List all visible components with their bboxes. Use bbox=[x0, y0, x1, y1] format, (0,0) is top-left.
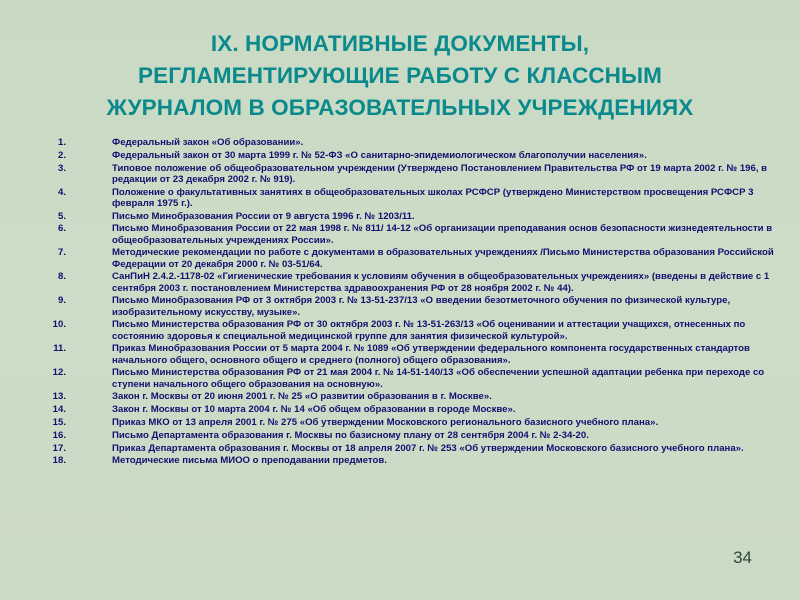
item-text: Приказ МКО от 13 апреля 2001 г. № 275 «Об утверждении Московского регионального базисного учебного плана». bbox=[112, 416, 659, 428]
item-text: Типовое положение об общеобразовательном учреждении (Утверждено Постановлением Правительства РФ от 19 марта 2002 г. № 196, в редакции от 23 декабря 2002 г. № 919). bbox=[112, 162, 768, 185]
item-text: Письмо Министерства образования РФ от 21 мая 2004 г. № 14-51-140/13 «Об обеспечении успешной адаптации ребенка при переходе со ступени начального общего образования на основную». bbox=[112, 367, 765, 390]
item-text: Закон г. Москвы от 20 июня 2001 г. № 25 «О развитии образования в г. Москве». bbox=[112, 391, 492, 403]
list-item bbox=[40, 367, 778, 389]
item-text: Письмо Министерства образования РФ от 30 октября 2003 г. № 13-51-263/13 «Об оценивании и аттестации учащихся, отнесенных по состоянию здоровья к специальной медицинской группе для занятия физической культурой». bbox=[112, 319, 746, 342]
item-number: 6. bbox=[57, 223, 66, 235]
list-item bbox=[40, 404, 778, 415]
list-item bbox=[40, 187, 778, 209]
item-number: 17. bbox=[52, 442, 66, 454]
item-number: 14. bbox=[52, 404, 66, 416]
item-number: 5. bbox=[57, 210, 66, 222]
list-item bbox=[40, 163, 778, 185]
title-line-3: ЖУРНАЛОМ В ОБРАЗОВАТЕЛЬНЫХ УЧРЕЖДЕНИЯХ bbox=[106, 95, 694, 120]
list-item bbox=[40, 271, 778, 293]
list-item bbox=[40, 443, 778, 454]
item-number: 11. bbox=[53, 343, 66, 355]
item-text: Методические письма МИОО о преподавании предметов. bbox=[112, 455, 387, 467]
item-text: Федеральный закон от 30 марта 1999 г. № 52-ФЗ «О санитарно-эпидемиологическом благополучии населения». bbox=[112, 149, 647, 161]
item-text: Методические рекомендации по работе с документами в образовательных учреждениях /Письмо Министерства образования Российской Федерации от 20 декабря 2000 г. № 03-51/64. bbox=[112, 247, 774, 270]
item-number: 1. bbox=[57, 137, 66, 148]
item-number: 3. bbox=[57, 162, 66, 174]
item-text: СанПиН 2.4.2.-1178-02 «Гигиенические требования к условиям обучения в общеобразовательных учреждениях» (введены в действие с 1 сентября 2003 г. постановлением Министерства здравоохранения РФ от 28 ноября 2002 г. № 44). bbox=[112, 271, 770, 294]
item-text: Письмо Минобразования России от 22 мая 1998 г. № 811/ 14-12 «Об организации преподавания основ безопасности жизнедеятельности в общеобразовательных учреждениях России». bbox=[112, 223, 773, 246]
item-number: 8. bbox=[57, 271, 66, 283]
list-item bbox=[40, 137, 778, 148]
item-text: Приказ Департамента образования г. Москвы от 18 апреля 2007 г. № 253 «Об утверждении Московского базисного учебного плана». bbox=[112, 442, 744, 454]
list-item bbox=[40, 391, 778, 402]
list-item bbox=[40, 417, 778, 428]
title-line-1: IX. НОРМАТИВНЫЕ ДОКУМЕНТЫ, bbox=[210, 31, 590, 56]
slide-title bbox=[20, 28, 780, 124]
list-item bbox=[40, 455, 778, 466]
item-text: Приказ Минобразования России от 5 марта 2004 г. № 1089 «Об утверждении федерального компонента государственных стандартов начального общего, основного общего и среднего (полного) общего образования». bbox=[112, 343, 750, 366]
item-number: 2. bbox=[57, 149, 66, 161]
item-number: 4. bbox=[57, 186, 66, 198]
item-number: 16. bbox=[52, 429, 66, 441]
item-text: Закон г. Москвы от 10 марта 2004 г. № 14 «Об общем образовании в городе Москве». bbox=[112, 404, 516, 416]
item-number: 13. bbox=[52, 391, 66, 403]
list-item bbox=[40, 223, 778, 245]
title-line-2: РЕГЛАМЕНТИРУЮЩИЕ РАБОТУ С КЛАССНЫМ bbox=[138, 63, 662, 88]
list-item bbox=[40, 150, 778, 161]
item-text: Федеральный закон «Об образовании». bbox=[112, 137, 304, 148]
item-number: 12. bbox=[52, 367, 66, 379]
item-number: 15. bbox=[52, 416, 66, 428]
item-text: Положение о факультативных занятиях в общеобразовательных школах РСФСР (утверждено Министерством просвещения РСФСР 3 февраля 1975 г.). bbox=[112, 186, 754, 209]
item-number: 18. bbox=[52, 455, 66, 467]
item-number: 10. bbox=[52, 319, 66, 331]
item-text: Письмо Минобразования РФ от 3 октября 2003 г. № 13-51-237/13 «О введении безотметочного обучения по физической культуре, изобразительному искусству, музыке». bbox=[112, 295, 731, 318]
list-item bbox=[40, 319, 778, 341]
list-item bbox=[40, 430, 778, 441]
item-number: 9. bbox=[57, 295, 66, 307]
document-list bbox=[40, 137, 778, 468]
list-item bbox=[40, 247, 778, 269]
list-item bbox=[40, 211, 778, 222]
page-number: 34 bbox=[733, 548, 752, 567]
item-text: Письмо Минобразования России от 9 августа 1996 г. № 1203/11. bbox=[112, 210, 415, 222]
list-item bbox=[40, 295, 778, 317]
list-item bbox=[40, 343, 778, 365]
item-number: 7. bbox=[57, 247, 66, 259]
item-text: Письмо Департамента образования г. Москвы по базисному плану от 28 сентября 2004 г. № 2-34-20. bbox=[112, 429, 589, 441]
